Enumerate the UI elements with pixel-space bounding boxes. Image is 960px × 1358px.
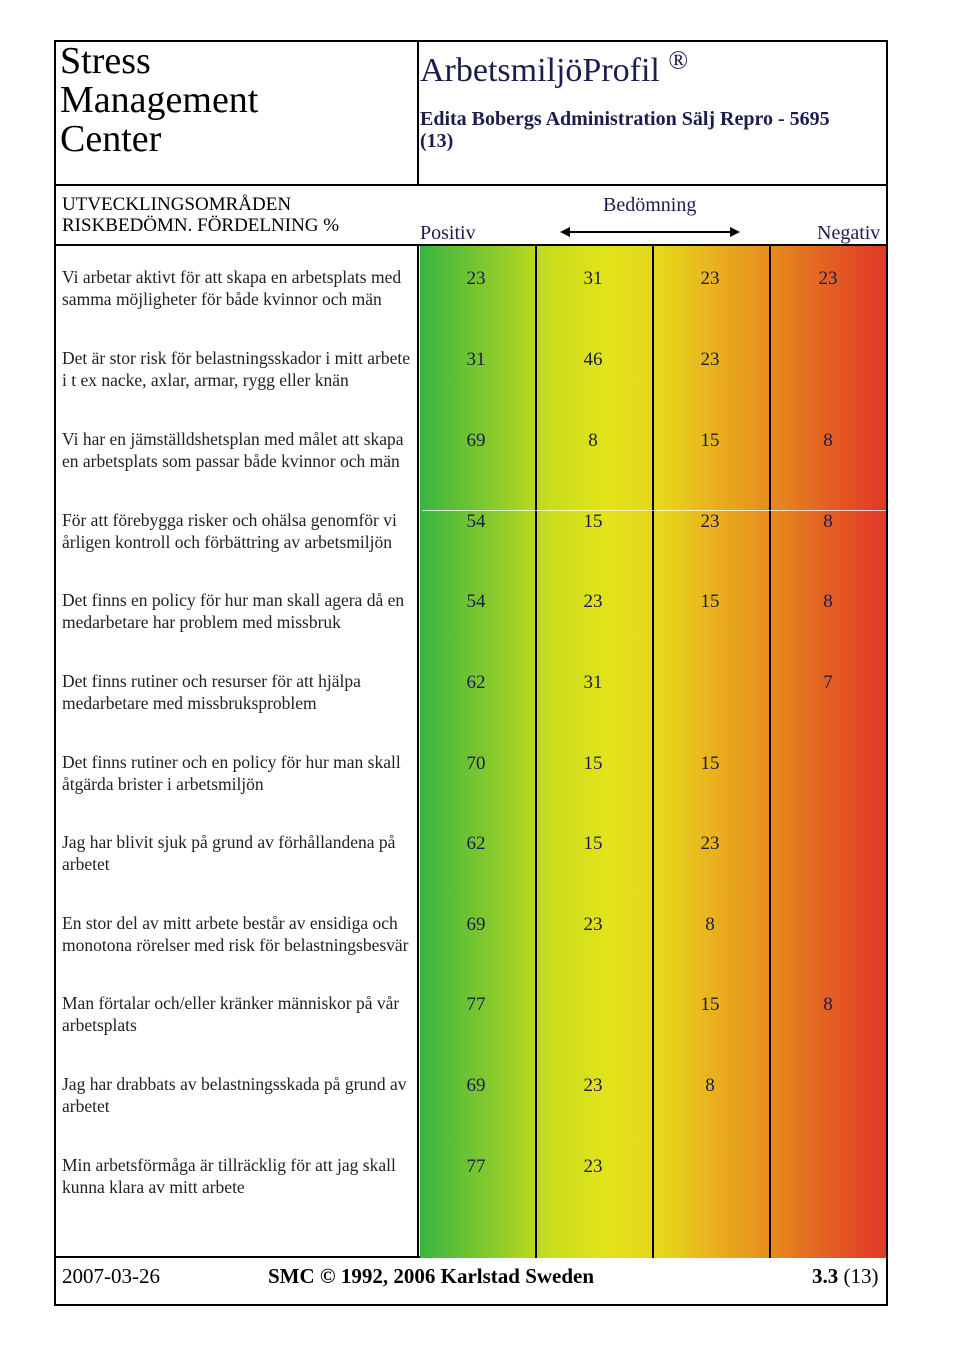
question-text: Man förtalar och/eller kränker människor på vår arbetsplats [62, 993, 400, 1035]
question-text: Det finns rutiner och resurser för att hjälpa medarbetare med missbruksproblem [62, 671, 361, 713]
footer-copyright: SMC © 1992, 2006 Karlstad Sweden [268, 1264, 595, 1288]
value-cell: 8 [705, 1075, 715, 1096]
value-cell: 31 [583, 672, 603, 693]
scale-negative-label: Negativ [817, 222, 881, 244]
value-cell: 23 [700, 268, 720, 289]
value-cell: 15 [583, 511, 603, 532]
value-cell: 8 [588, 430, 598, 451]
value-cell: 77 [466, 1156, 486, 1177]
value-cell: 15 [700, 430, 720, 451]
value-cell: 15 [700, 994, 720, 1015]
value-cell: 31 [466, 349, 486, 370]
section-heading [62, 194, 339, 236]
question-text: Jag har drabbats av belastningsskada på grund av arbetet [62, 1074, 407, 1116]
value-cell: 46 [583, 349, 603, 370]
value-cell: 31 [583, 268, 603, 289]
question-text: Vi har en jämställdshetsplan med målet att skapa en arbetsplats som passar både kvinnor och män [62, 429, 404, 471]
column-separator [652, 246, 654, 1258]
scale-title: Bedömning [603, 194, 697, 216]
value-cell: 54 [466, 511, 486, 532]
double-arrow-icon [560, 222, 740, 242]
table-divider [417, 244, 419, 1258]
question-text: Det finns en policy för hur man skall agera då en medarbetare har problem med missbruk [62, 590, 405, 632]
value-cell: 23 [583, 1075, 603, 1096]
question-text: Det är stor risk för belastningsskador i mitt arbete i t ex nacke, axlar, armar, rygg eller knän [62, 348, 410, 390]
header-divider [417, 40, 419, 186]
value-cell: 8 [823, 430, 833, 451]
value-cell: 23 [583, 591, 603, 612]
question-text: Min arbetsförmåga är tillräcklig för att jag skall kunna klara av mitt arbete [62, 1155, 396, 1197]
value-cell: 69 [466, 1075, 486, 1096]
scale-positive-label: Positiv [420, 222, 476, 244]
value-cell: 15 [583, 753, 603, 774]
value-cell: 62 [466, 672, 486, 693]
report-title [420, 45, 689, 90]
value-cell: 23 [583, 1156, 603, 1177]
value-cell: 7 [823, 672, 833, 693]
org-name-line: Stress [60, 40, 151, 82]
value-cell: 8 [823, 511, 833, 532]
header-bottom-rule [54, 184, 888, 186]
question-text: Jag har blivit sjuk på grund av förhållandena på arbetet [62, 832, 396, 874]
report-title-text: ArbetsmiljöProfil [420, 52, 660, 89]
section-heading-line: UTVECKLINGSOMRÅDEN [62, 194, 292, 215]
value-cell: 77 [466, 994, 486, 1015]
value-cell: 15 [583, 833, 603, 854]
column-separator [535, 246, 537, 1258]
org-name-line: Center [60, 118, 162, 160]
question-text: En stor del av mitt arbete består av ensidiga och monotona rörelser med risk för belastningsbesvär [62, 913, 409, 955]
org-name [60, 42, 390, 159]
value-cell: 15 [700, 753, 720, 774]
value-cell: 70 [466, 753, 486, 774]
value-cell: 8 [705, 914, 715, 935]
value-cell: 54 [466, 591, 486, 612]
value-cell: 8 [823, 591, 833, 612]
value-cell: 23 [700, 511, 720, 532]
value-cell: 23 [700, 349, 720, 370]
registered-mark: ® [668, 45, 689, 75]
report-subtitle: Edita Bobergs Administration Sälj Repro - 5695 (13) [420, 108, 830, 152]
value-cell: 15 [700, 591, 720, 612]
value-cell: 23 [583, 914, 603, 935]
page-number: 3.3 [812, 1264, 839, 1288]
value-cell: 8 [823, 994, 833, 1015]
question-text: Det finns rutiner och en policy för hur man skall åtgärda brister i arbetsmiljön [62, 752, 401, 794]
column-separator [769, 246, 771, 1258]
value-cell: 69 [466, 430, 486, 451]
question-text: Vi arbetar aktivt för att skapa en arbetsplats med samma möjligheter för både kvinnor och män [62, 267, 402, 309]
value-cell: 23 [466, 268, 486, 289]
value-cell: 23 [818, 268, 838, 289]
footer-page-number [812, 1264, 879, 1289]
page-total: (13) [843, 1264, 879, 1288]
value-cell: 69 [466, 914, 486, 935]
value-cell: 23 [700, 833, 720, 854]
org-name-line: Management [60, 79, 259, 121]
value-cell: 62 [466, 833, 486, 854]
section-heading-line: RISKBEDÖMN. FÖRDELNING % [62, 215, 340, 236]
question-text: För att förebygga risker och ohälsa genomför vi årligen kontroll och förbättring av arbetsmiljön [62, 510, 397, 552]
footer-date: 2007-03-26 [62, 1264, 160, 1288]
